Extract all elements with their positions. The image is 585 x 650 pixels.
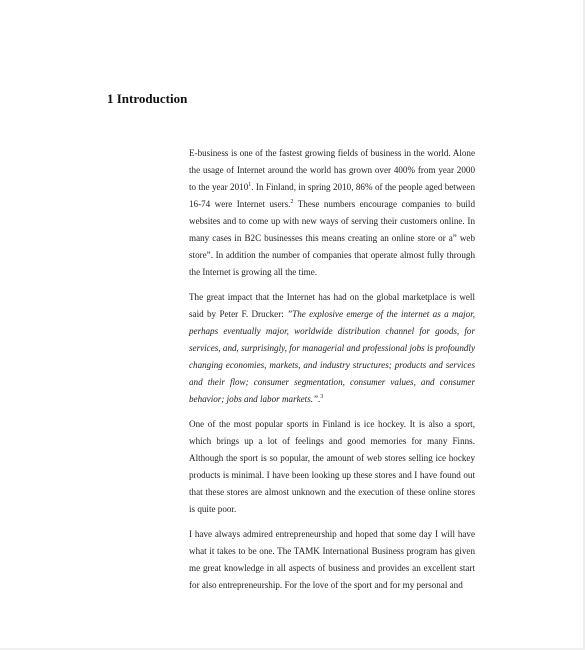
footnote-ref-1: 1 bbox=[248, 181, 252, 188]
paragraph-2-intro: The great impact that the Internet has had on the global marketplace is well said by Peter F. Drucker: bbox=[189, 292, 475, 319]
body-text bbox=[189, 145, 475, 602]
footnote-ref-2: 2 bbox=[290, 198, 294, 205]
paragraph-1-text-c: These numbers encourage companies to build websites and to come up with new ways of serving their customers online. In many cases in B2C businesses this means creating an online store or a” web store”. In addition the number of companies that operate almost fully through the Internet is growing all the time. bbox=[189, 199, 475, 277]
paragraph-1-text-b: . In Finland, in spring 2010, 86% of the people aged between 16-74 were Internet users. bbox=[189, 182, 475, 209]
drucker-quote: ”The explosive emerge of the internet as a major, perhaps eventually major, worldwide distribution channel for goods, for services, and, surprisingly, for managerial and professional jobs is profoundly changing economies, markets, and industry structures; products and services and their flow; consumer segmentation, consumer values, and consumer behavior; jobs and labor markets.”. bbox=[189, 309, 476, 404]
paragraph-3: One of the most popular sports in Finland is ice hockey. It is also a sport, which brings up a lot of feelings and good memories for many Finns. Although the sport is so popular, the amount of web stores selling ice hockey products is minimal. I have been looking up these stores and I have found out that these stores are almost unknown and the execution of these online stores is quite poor. bbox=[189, 419, 475, 514]
paragraph-2 bbox=[189, 289, 475, 408]
paragraph-4: I have always admired entrepreneurship and hoped that some day I will have what it takes to be one. The TAMK International Business program has given me great knowledge in all aspects of business and provides an excellent start for also entrepreneurship. For the love of the sport and for my personal and bbox=[189, 529, 475, 590]
footnote-ref-3: 3 bbox=[320, 393, 324, 400]
paragraph-1-text-a: E-business is one of the fastest growing fields of business in the world. Alone the usage of Internet around the world has grown over 400% from year 2000 to the year 2010 bbox=[189, 148, 475, 192]
section-heading: 1 Introduction bbox=[107, 91, 188, 106]
paragraph-1 bbox=[189, 145, 475, 281]
